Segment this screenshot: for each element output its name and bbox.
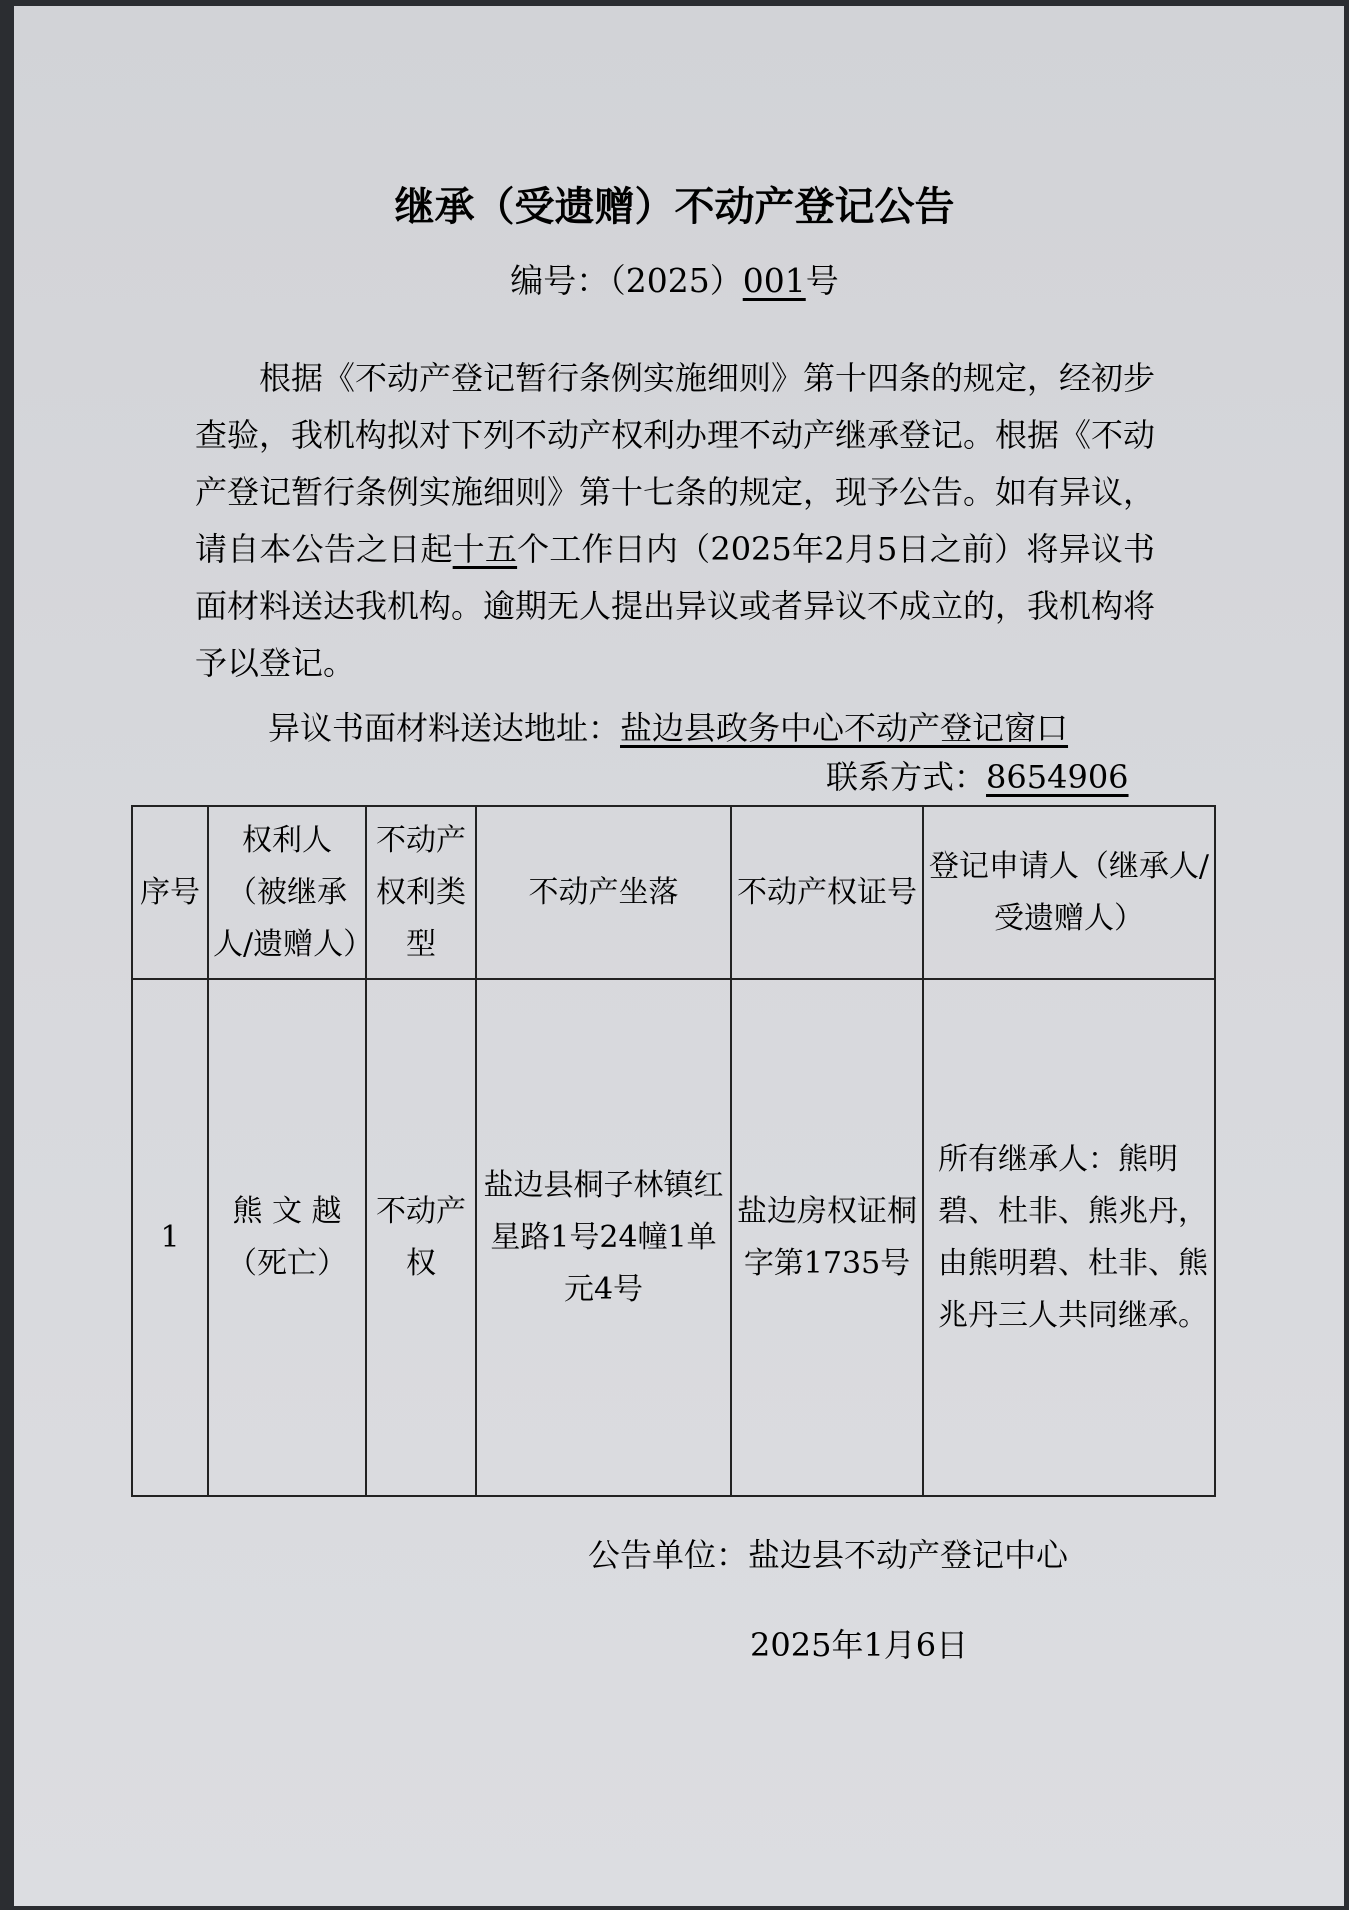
registration-table	[131, 805, 1216, 1497]
table-header-row	[132, 806, 1215, 979]
body-text-a: 根据《不动产登记暂行条例实施细则》第十四条的规定，经初步查验，我机构拟对下列不动产权利办理不动产继承登记。根据《不动产登记暂行条例实施细则》第十七条的规定，现予公告。如有异议，请自本公告之日起	[195, 359, 1156, 568]
issuing-unit: 公告单位：盐边县不动产登记中心	[588, 1536, 1069, 1574]
header-index: 序号	[132, 806, 208, 979]
cell-certificate: 盐边房权证桐字第1735号	[731, 979, 923, 1496]
cell-owner: 熊 文 越（死亡）	[208, 979, 366, 1496]
header-location: 不动产坐落	[476, 806, 731, 979]
body-text-b: 个工作日内（2025年2月5日之前）将异议书面材料送达我机构。逾期无人提出异议或者异议不成立的，我机构将予以登记。	[195, 530, 1156, 682]
objection-address	[268, 703, 1068, 749]
notice-date: 2025年1月6日	[750, 1626, 969, 1664]
body-paragraph	[195, 350, 1155, 692]
address-value: 盐边县政务中心不动产登记窗口	[620, 709, 1069, 747]
doc-number-value: 001	[742, 261, 806, 300]
address-label: 异议书面材料送达地址：	[268, 709, 621, 747]
doc-number-suffix: 号	[805, 261, 839, 300]
header-certificate: 不动产权证号	[731, 806, 923, 979]
contact-info	[826, 752, 1129, 798]
table-row	[132, 979, 1215, 1496]
contact-label: 联系方式：	[826, 758, 987, 796]
document-number	[0, 255, 1349, 302]
contact-phone: 8654906	[986, 758, 1129, 796]
doc-number-prefix: 编号：（2025）	[510, 261, 743, 300]
header-applicant: 登记申请人（继承人/受遗赠人）	[923, 806, 1215, 979]
header-owner: 权利人（被继承人/遗赠人）	[208, 806, 366, 979]
notice-body	[195, 350, 1155, 692]
header-right-type: 不动产权利类型	[366, 806, 476, 979]
cell-location: 盐边县桐子林镇红星路1号24幢1单元4号	[476, 979, 731, 1496]
objection-days: 十五	[452, 530, 518, 568]
cell-index: 1	[132, 979, 208, 1496]
cell-applicant: 所有继承人：熊明碧、杜非、熊兆丹，由熊明碧、杜非、熊兆丹三人共同继承。	[923, 979, 1215, 1496]
cell-right-type: 不动产权	[366, 979, 476, 1496]
notice-title: 继承（受遗赠）不动产登记公告	[394, 183, 955, 230]
